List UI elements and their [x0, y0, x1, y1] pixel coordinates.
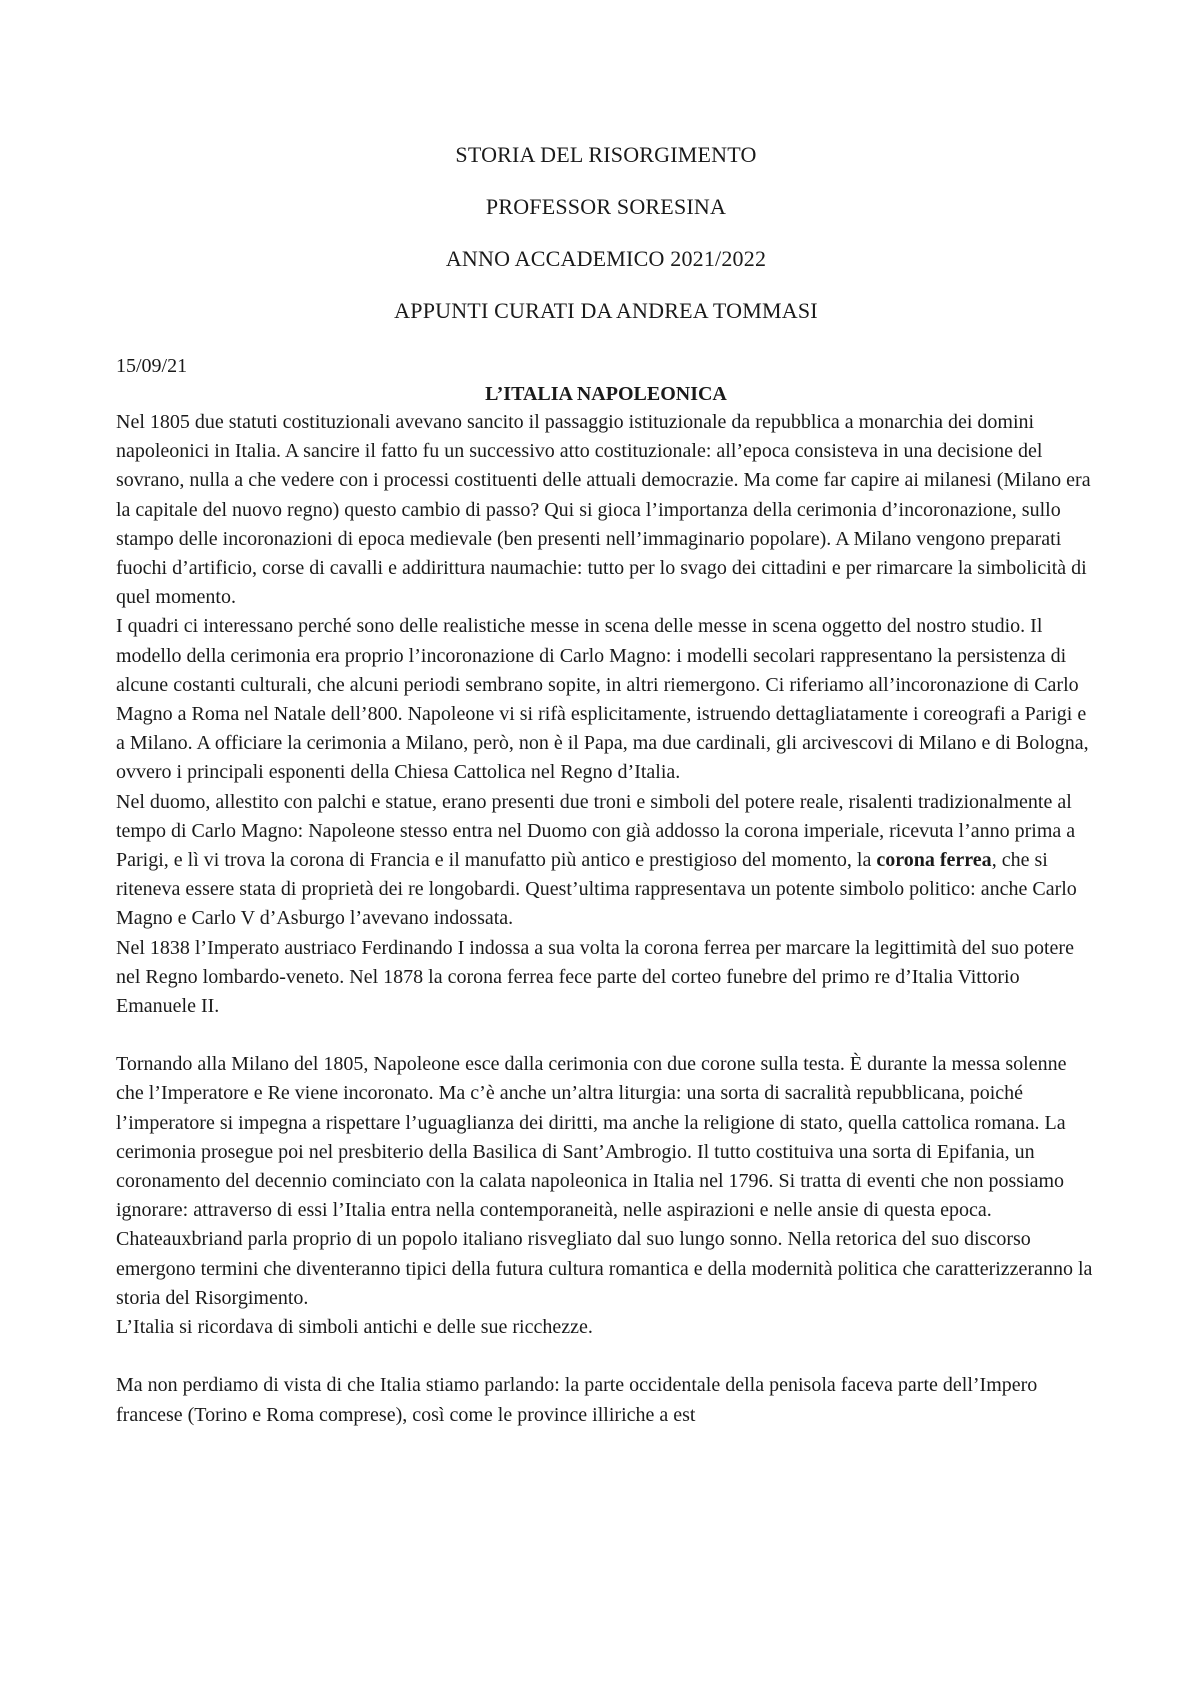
professor-name: PROFESSOR SORESINA	[485, 194, 727, 219]
course-title: STORIA DEL RISORGIMENTO	[455, 142, 757, 167]
paragraph: Nel 1838 l’Imperato austriaco Ferdinando I indossa a sua volta la corona ferrea per marcare la legittimità del suo potere nel Regno lombardo-veneto. Nel 1878 la corona ferrea fece parte del corteo funebre del primo re d’Italia Vittorio Emanuele II.	[116, 936, 1074, 1018]
paragraph-spacer	[116, 1342, 1096, 1371]
document-header	[116, 140, 1096, 326]
document-page	[116, 140, 1096, 1430]
paragraph-text: , che si riteneva essere stata di proprietà dei re longobardi. Quest’ultima rappresentava un potente simbolo politico: anche Carlo Magno e Carlo V d’Asburgo l’avevano indossata.	[116, 849, 1077, 930]
paragraph-text: Nel duomo, allestito con palchi e statue, erano presenti due troni e simboli del potere reale, risalenti tradizionalmente al tempo di Carlo Magno: Napoleone stesso entra nel Duomo con già addosso la corona imperiale, ricevuta l’anno prima a Parigi, e lì vi trova la corona di Francia e il manufatto più antico e prestigioso del momento, la	[116, 790, 1076, 872]
paragraph: I quadri ci interessano perché sono delle realistiche messe in scena delle messe in scena oggetto del nostro studio. Il modello della cerimonia era proprio l’incoronazione di Carlo Magno: i modelli secolari rappresentano la persistenza di alcune costanti culturali, che alcuni periodi sembrano sopite, in altri riemergono. Ci riferiamo all’incoronazione di Carlo Magno a Roma nel Natale dell’800. Napoleone vi si rifà esplicitamente, istruendo dettagliatamente i coreografi a Parigi e a Milano. A officiare la cerimonia a Milano, però, non è il Papa, ma due cardinali, gli arcivescovi di Milano e di Bologna, ovvero i principali esponenti della Chiesa Cattolica nel Regno d’Italia.	[116, 615, 1089, 784]
paragraph	[116, 788, 1096, 934]
paragraph-spacer	[116, 1021, 1096, 1050]
section-title: L’ITALIA NAPOLEONICA	[485, 383, 727, 405]
paragraph: Tornando alla Milano del 1805, Napoleone esce dalla cerimonia con due corone sulla testa. È durante la messa solenne che l’Imperatore e Re viene incoronato. Ma c’è anche un’altra liturgia: una sorta di sacralità repubblicana, poiché l’imperatore si impegna a rispettare l’uguaglianza dei diritti, ma anche la religione di stato, quella cattolica romana. La cerimonia prosegue poi nel presbiterio della Basilica di Sant’Ambrogio. Il tutto costituiva una sorta di Epifania, un coronamento del decennio cominciato con la calata napoleonica in Italia nel 1796. Si tratta di eventi che non possiamo ignorare: attraverso di essi l’Italia entra nella contemporaneità, nelle aspirazioni e nelle ansie di questa epoca. Chateauxbriand parla proprio di un popolo italiano risvegliato dal suo lungo sonno. Nella retorica del suo discorso emergono termini che diventeranno tipici della futura cultura romantica e della modernità politica che caratterizzeranno la storia del Risorgimento.	[116, 1053, 1093, 1309]
lecture-date: 15/09/21	[116, 355, 188, 377]
paragraph: Ma non perdiamo di vista di che Italia stiamo parlando: la parte occidentale della penisola faceva parte dell’Impero francese (Torino e Roma comprese), così come le province illiriche a est	[116, 1374, 1038, 1426]
paragraph: Nel 1805 due statuti costituzionali avevano sancito il passaggio istituzionale da repubblica a monarchia dei domini napoleonici in Italia. A sancire il fatto fu un successivo atto costituzionale: all’epoca consisteva in una decisione del sovrano, nulla a che vedere con i processi costituenti delle attuali democrazie. Ma come far capire ai milanesi (Milano era la capitale del nuovo regno) questo cambio di passo? Qui si gioca l’importanza della cerimonia d’incoronazione, sullo stampo delle incoronazioni di epoca medievale (ben presenti nell’immaginario popolare). A Milano vengono preparati fuochi d’artificio, corse di cavalli e addirittura naumachie: tutto per lo svago dei cittadini e per rimarcare la simbolicità di quel momento.	[116, 411, 1091, 609]
academic-year: ANNO ACCADEMICO 2021/2022	[445, 246, 767, 271]
paragraph: L’Italia si ricordava di simboli antichi e delle sue ricchezze.	[116, 1316, 593, 1339]
bold-term: corona ferrea	[876, 849, 992, 872]
notes-author: APPUNTI CURATI DA ANDREA TOMMASI	[394, 298, 818, 323]
